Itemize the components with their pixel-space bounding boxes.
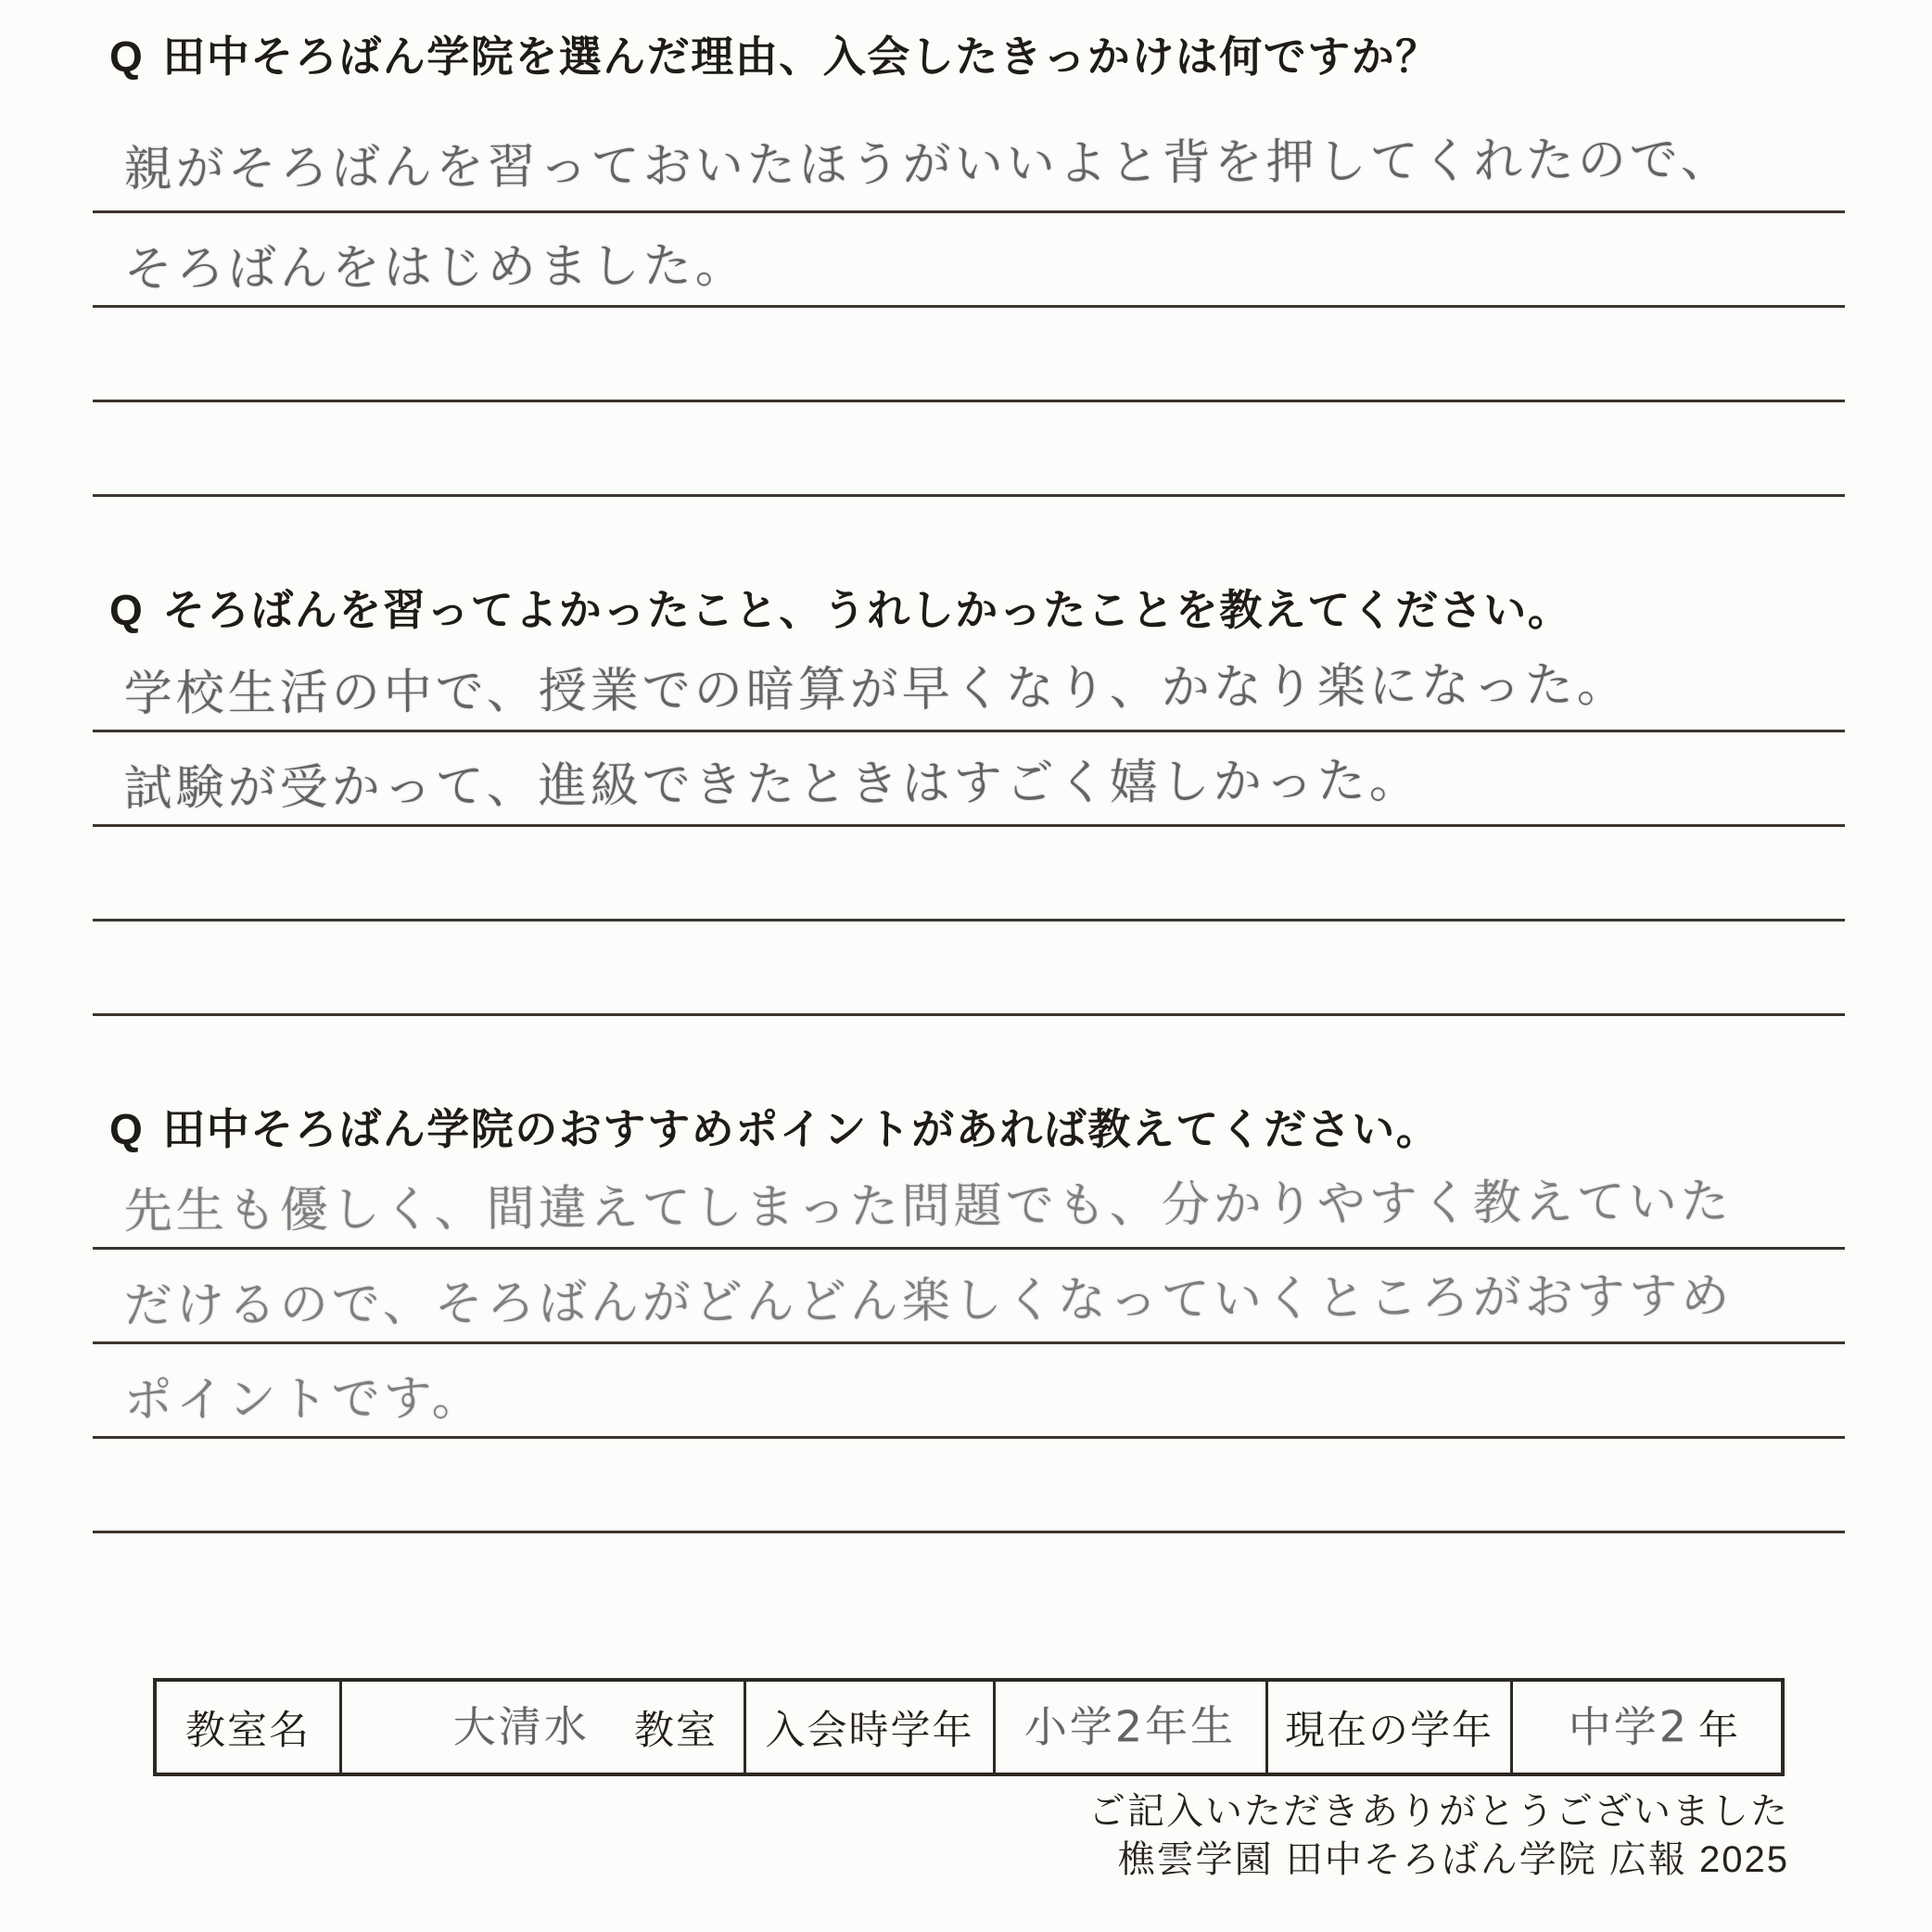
answer-line — [93, 636, 1845, 732]
classroom-name-label: 教室名 — [185, 1708, 311, 1753]
question-block-reason — [93, 31, 1845, 497]
q-mark: Q — [109, 586, 145, 634]
handwritten-answer: 親がそろばんを習っておいたほうがいいよと背を押してくれたので、 — [123, 132, 1733, 197]
question-heading — [109, 584, 1845, 636]
entry-grade-label: 入会時学年 — [744, 1682, 993, 1773]
question-heading — [109, 1103, 1845, 1155]
question-heading — [109, 31, 1845, 83]
student-info-table — [153, 1678, 1785, 1776]
credit-text: 樵雲学園 田中そろばん学院 広報 2025 — [1117, 1839, 1789, 1880]
q-mark: Q — [109, 1105, 145, 1153]
question-text: 田中そろばん学院のおすすめポイントがあれば教えてください。 — [162, 1105, 1441, 1153]
form-footer — [93, 1787, 1845, 1884]
classroom-name-value: 大清水 — [452, 1701, 590, 1752]
answer-line — [93, 213, 1845, 308]
question-block-benefits — [93, 584, 1845, 1016]
entry-grade-value: 小学2年生 — [1024, 1700, 1237, 1752]
handwritten-answer: ポイントです。 — [123, 1370, 484, 1429]
question-text: 田中そろばん学院を選んだ理由、入会したきっかけは何ですか？ — [162, 32, 1440, 81]
form-content — [93, 0, 1845, 1884]
answer-line — [93, 308, 1845, 402]
answer-line — [93, 1155, 1845, 1250]
q-mark: Q — [109, 32, 145, 81]
answer-line — [93, 827, 1845, 922]
answer-line — [93, 1250, 1845, 1344]
handwritten-answer: 試験が受かって、進級できたときはすごく嬉しかった。 — [123, 753, 1421, 817]
handwritten-answer: 先生も優しく、間違えてしまった問題でも、分かりやすく教えていた — [123, 1174, 1733, 1239]
answer-line — [93, 1344, 1845, 1439]
entry-grade-cell — [993, 1682, 1265, 1773]
handwritten-answer: 学校生活の中で、授業での暗算が早くなり、かなり楽になった。 — [123, 657, 1629, 722]
question-text: そろばんを習ってよかったこと、うれしかったことを教えてください。 — [162, 586, 1572, 634]
answer-line — [93, 83, 1845, 213]
current-grade-value: 中学2 — [1568, 1701, 1690, 1752]
current-grade-cell — [1510, 1682, 1781, 1773]
thanks-text: ご記入いただきありがとうございました — [1088, 1791, 1789, 1832]
answer-line — [93, 1439, 1845, 1533]
answer-line — [93, 402, 1845, 497]
current-grade-label: 現在の学年 — [1265, 1682, 1510, 1773]
handwritten-answer: そろばんをはじめました。 — [123, 237, 748, 298]
answer-line — [93, 922, 1845, 1016]
classroom-suffix: 教室 — [634, 1708, 718, 1753]
question-block-recommend — [93, 1103, 1845, 1533]
answer-line — [93, 732, 1845, 827]
current-grade-suffix: 年 — [1698, 1708, 1740, 1753]
handwritten-answer: だけるので、そろばんがどんどん楽しくなっていくところがおすすめ — [123, 1268, 1734, 1334]
classroom-name-cell — [339, 1682, 744, 1773]
